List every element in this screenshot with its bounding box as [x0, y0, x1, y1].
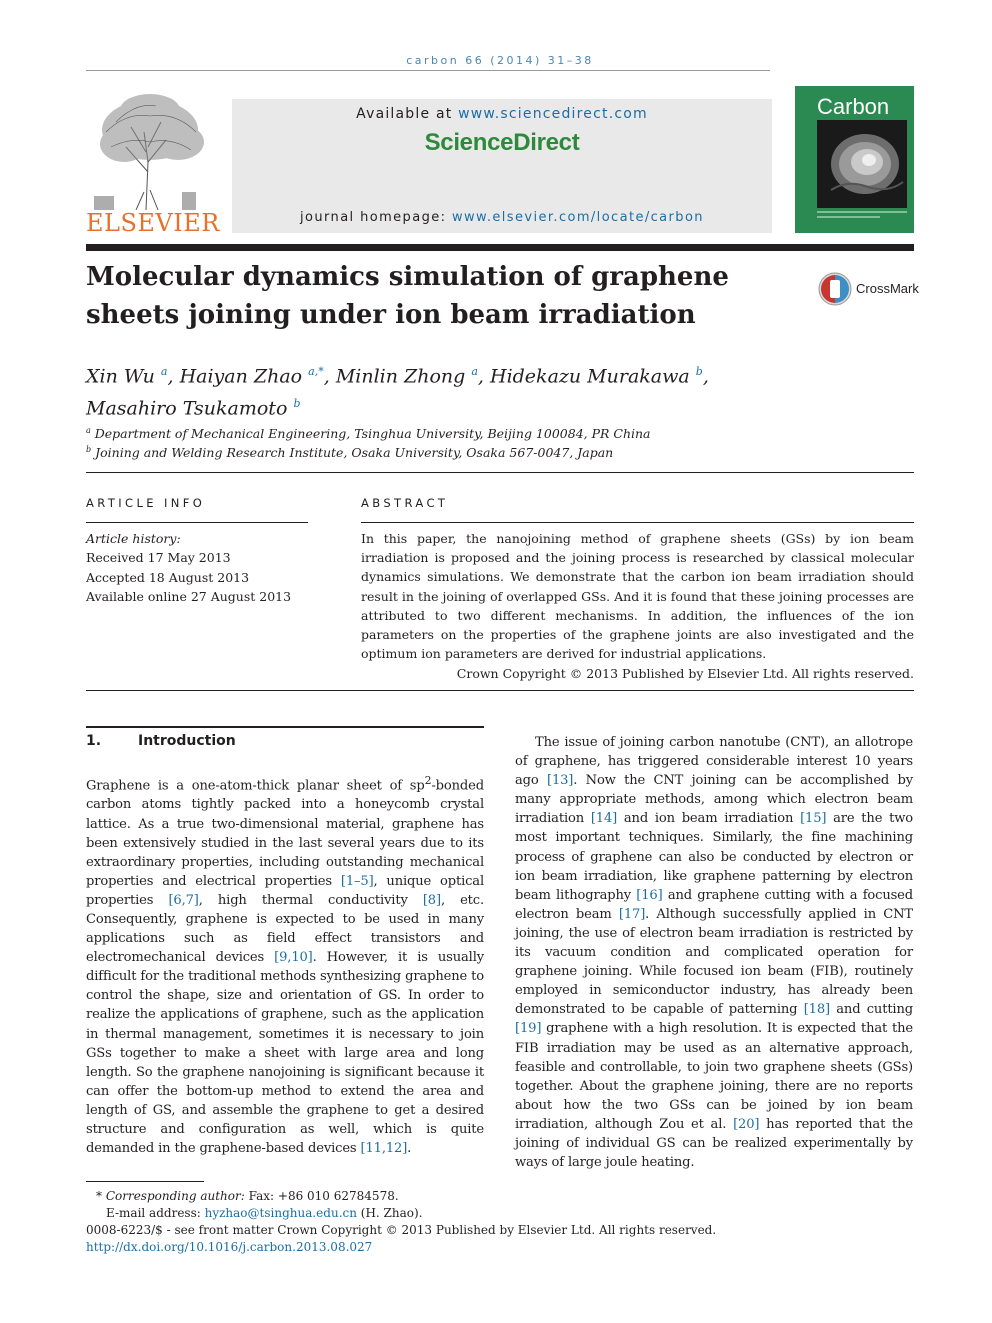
doi-link[interactable]: http://dx.doi.org/10.1016/j.carbon.2013.08.027 [86, 1240, 373, 1254]
body-text: and graphene cutting with a focused electron beam [515, 887, 914, 922]
crossmark-icon [818, 270, 852, 308]
author-affiliation-mark[interactable]: a,* [308, 365, 324, 378]
body-text: The issue of joining carbon nanotube (CNT), an allotrope of graphene, has triggered considerable interest 10 years ago [515, 735, 913, 789]
citation-link[interactable]: [14] [590, 811, 618, 827]
abstract-rule [361, 522, 914, 523]
elsevier-logo[interactable] [86, 92, 220, 237]
body-text: . [407, 1141, 412, 1157]
body-text: , unique optical properties [86, 873, 484, 908]
author-name[interactable]: Hidekazu Murakawa [490, 365, 690, 388]
affiliation-divider [86, 472, 914, 473]
body-paragraph [515, 733, 913, 1172]
affiliation-b [86, 440, 846, 462]
corresponding-author-label: Corresponding author: [105, 1189, 245, 1203]
author-name[interactable]: Masahiro Tsukamoto [86, 397, 288, 420]
citation-link[interactable]: [9,10] [274, 950, 313, 966]
body-text: and cutting [829, 1002, 913, 1018]
abstract-heading: ABSTRACT [361, 496, 449, 510]
sciencedirect-banner [232, 99, 772, 233]
author-affiliation-mark[interactable]: a [471, 365, 478, 378]
crossmark-label: CrossMark [856, 281, 919, 296]
section-rule [86, 726, 484, 728]
received-date: Received 17 May 2013 [86, 550, 231, 566]
footnote-star: * [96, 1189, 102, 1203]
citation-link[interactable]: [1–5] [340, 873, 374, 889]
author-name[interactable]: Minlin Zhong [335, 365, 466, 388]
email-label: E-mail address: [106, 1206, 205, 1220]
header-thick-rule [86, 244, 914, 251]
elsevier-tree-icon [86, 92, 214, 210]
author-separator: , [702, 365, 709, 388]
author-affiliation-mark[interactable]: b [293, 397, 301, 411]
citation-link[interactable]: [16] [636, 887, 663, 903]
abstract-divider [86, 690, 914, 691]
article-info-heading: ARTICLE INFO [86, 496, 206, 510]
elsevier-wordmark: ELSEVIER [86, 209, 220, 237]
citation-link[interactable]: [8] [422, 892, 441, 908]
footnote-rule [86, 1181, 204, 1182]
body-column-right [515, 733, 913, 1172]
section-number: 1. [86, 733, 102, 749]
citation-link[interactable]: [19] [515, 1021, 542, 1037]
affiliation-text: Joining and Welding Research Institute, Osaka University, Osaka 567-0047, Japan [95, 445, 614, 461]
body-text: , etc. Consequently, graphene is expected to be used in many applications such as field effect transistors and electromechanical devices [86, 892, 484, 966]
article-history [86, 529, 316, 607]
citation-link[interactable]: [17] [618, 906, 646, 922]
abstract-copyright: Crown Copyright © 2013 Published by Elsevier Ltd. All rights reserved. [456, 666, 914, 681]
body-text: has reported that the joining of individual GS can be realized experimentally by ways of large joule heating. [515, 1116, 913, 1171]
online-date: Available online 27 August 2013 [86, 589, 292, 605]
cover-micrograph-icon [817, 120, 907, 208]
author-separator: , [167, 365, 180, 388]
available-at-label: Available at [356, 106, 459, 122]
author-name[interactable]: Haiyan Zhao [179, 365, 303, 388]
journal-homepage-line [232, 210, 772, 225]
body-text: Graphene is a one-atom-thick planar sheet of sp [86, 778, 425, 794]
body-text: are the two most important techniques. Similarly, the fine machining process of graphene can also be conducted by electron or ion beam irradiation, like graphene patterning by electron beam lithography [515, 811, 913, 903]
body-text: . However, it is usually difficult for the traditional methods synthesizing graphene to control the shape, size and orientation of GS. In order to realize the applications of graphene, such as the application in thermal management, sometimes it is necessary to join GSs together to make a sheet with large area and long length. So the graphene nanojoining is significant because it can offer the bottom-up method to extend the area and length of GS, and assemble the graphene to get a desired structure and configuration as well, which is quite demanded in the graphene-based devices [86, 950, 484, 1157]
email-suffix: (H. Zhao). [356, 1206, 423, 1220]
corresponding-author-note [86, 1188, 924, 1205]
body-text: . Now the CNT joining can be accomplished by many appropriate methods, among which electron beam irradiation [515, 773, 913, 827]
header-divider [86, 70, 770, 71]
article-info-rule [86, 522, 308, 523]
body-text: and ion beam irradiation [617, 811, 801, 827]
author-separator: , [477, 365, 490, 388]
article-title: Molecular dynamics simulation of graphene sheets joining under ion beam irradiation [86, 262, 729, 330]
citation-link[interactable]: [11,12] [360, 1141, 408, 1157]
sciencedirect-logo[interactable]: ScienceDirect [424, 129, 580, 156]
fax-number: Fax: +86 010 62784578. [244, 1189, 399, 1203]
accepted-date: Accepted 18 August 2013 [86, 569, 250, 585]
sciencedirect-link[interactable]: www.sciencedirect.com [458, 106, 648, 122]
affiliation-mark: a [86, 426, 91, 435]
author-separator: , [323, 365, 336, 388]
email-link[interactable]: hyzhao@tsinghua.edu.cn [204, 1206, 357, 1220]
author-affiliation-mark[interactable]: b [695, 365, 703, 378]
affiliation-text: Department of Mechanical Engineering, Tsinghua University, Beijing 100084, PR China [94, 426, 651, 442]
author-list [86, 358, 846, 423]
section-heading-introduction [86, 733, 236, 749]
cover-image [817, 120, 907, 208]
journal-homepage-label: journal homepage: [300, 210, 452, 225]
cover-title: Carbon [817, 94, 890, 119]
body-column-left [86, 771, 484, 1158]
citation-link[interactable]: [15] [800, 811, 827, 827]
section-title: Introduction [138, 733, 236, 749]
affiliation-mark: b [86, 445, 92, 454]
issn-line: 0008-6223/$ - see front matter Crown Copyright © 2013 Published by Elsevier Ltd. All rights reserved. [86, 1223, 717, 1237]
body-text: graphene with a high resolution. It is expected that the FIB irradiation may be used as an alternative approach, feasible and controllable, to join two graphene sheets (GSs) together. About the graphene joining, there are no reports about how the two GSs can be joined by ion beam irradiation, although Zou et al. [515, 1021, 913, 1132]
body-text: . Although successfully applied in CNT joining, the use of electron beam irradiation is restricted by its vacuum condition and complicated operation for graphene joining. While focused ion beam (FIB), routinely employed in semiconductor industry, has already been demonstrated to be capable of patterning [515, 906, 913, 1018]
citation-link[interactable]: [13] [546, 773, 574, 789]
history-label: Article history: [86, 531, 181, 546]
author-affiliation-mark[interactable]: a [160, 365, 168, 378]
journal-cover-thumbnail[interactable] [795, 86, 914, 233]
cover-text-lines [817, 211, 907, 221]
body-text: , high thermal conductivity [198, 892, 423, 908]
citation-link[interactable]: [18] [803, 1002, 830, 1018]
available-at-line [232, 106, 772, 122]
email-note [86, 1205, 934, 1222]
citation-link[interactable]: [6,7] [168, 892, 199, 908]
body-paragraph [86, 771, 484, 1158]
crossmark-badge[interactable] [818, 270, 918, 308]
superscript: 2 [424, 774, 432, 787]
abstract-text: In this paper, the nanojoining method of graphene sheets (GSs) by ion beam irradiation is proposed and the joining process is researched by classical molecular dynamics simulations. We demonstrate that the carbon ion beam irradiation should result in the joining of overlapped GSs. And it is found that these joining processes are attributed to two different mechanisms. In addition, the influences of the ion parameters on the properties of the graphene joints are also investigated and the optimum ion parameters are derived for industrial applications. [361, 531, 914, 662]
journal-homepage-link[interactable]: www.elsevier.com/locate/carbon [451, 210, 704, 225]
body-text: -bonded carbon atoms tightly packed into a honeycomb crystal lattice. As a true two-dimensional material, graphene has been extensively studied in the last several years due to its extraordinary properties, including outstanding mechanical properties and electrical properties [86, 778, 484, 889]
journal-reference: carbon 66 (2014) 31–38 [406, 54, 594, 67]
citation-link[interactable]: [20] [733, 1116, 760, 1132]
author-name[interactable]: Xin Wu [86, 365, 155, 388]
